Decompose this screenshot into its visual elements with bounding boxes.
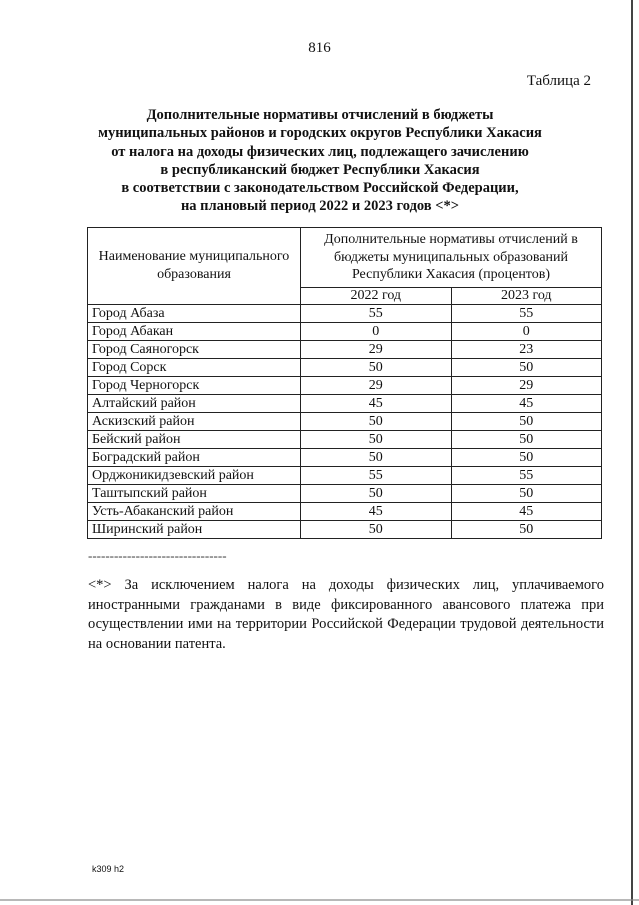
page-number: 816: [308, 40, 331, 56]
value-2023-cell: 50: [451, 484, 602, 502]
municipality-cell: Таштыпский район: [88, 484, 301, 502]
value-2022-cell: 55: [301, 466, 452, 484]
table-row: [88, 358, 602, 376]
value-2023-cell: 23: [451, 340, 602, 358]
value-2022-cell: 55: [301, 304, 452, 322]
table-row: [88, 484, 602, 502]
title-line: на плановый период 2022 и 2023 годов <*>: [180, 198, 460, 215]
header-year-2023: 2023 год: [451, 287, 602, 304]
table-row: [88, 340, 602, 358]
header-norms: Дополнительные нормативы отчислений в бюджеты муниципальных образований Республики Хакасия (процентов): [301, 228, 602, 288]
value-2023-cell: 29: [451, 376, 602, 394]
municipality-cell: Город Саяногорск: [88, 340, 301, 358]
scan-bottom-line: [0, 899, 639, 901]
value-2023-cell: 55: [451, 304, 602, 322]
value-2022-cell: 50: [301, 484, 452, 502]
title-line: в соответствии с законодательством Российской Федерации,: [121, 180, 519, 197]
municipality-cell: Ширинский район: [88, 520, 301, 538]
document-title: [60, 106, 580, 216]
value-2023-cell: 50: [451, 448, 602, 466]
municipality-cell: Город Абакан: [88, 322, 301, 340]
municipality-cell: Аскизский район: [88, 412, 301, 430]
title-line: муниципальных районов и городских округов Республики Хакасия: [98, 125, 542, 142]
municipality-cell: Алтайский район: [88, 394, 301, 412]
value-2022-cell: 29: [301, 340, 452, 358]
footnote-divider: --------------------------------: [88, 548, 227, 563]
municipality-cell: Боградский район: [88, 448, 301, 466]
value-2023-cell: 0: [451, 322, 602, 340]
value-2022-cell: 45: [301, 394, 452, 412]
title-line: Дополнительные нормативы отчислений в бюджеты: [146, 107, 494, 123]
value-2023-cell: 45: [451, 502, 602, 520]
table-row: [88, 376, 602, 394]
municipality-cell: Усть-Абаканский район: [88, 502, 301, 520]
value-2022-cell: 45: [301, 502, 452, 520]
title-line: в республиканский бюджет Республики Хакасия: [160, 161, 480, 178]
header-year-2022: 2022 год: [301, 287, 452, 304]
value-2023-cell: 50: [451, 430, 602, 448]
header-municipality: Наименование муниципального образования: [88, 228, 301, 305]
table-row: [88, 322, 602, 340]
table-label: Таблица 2: [526, 73, 591, 89]
table-body: [88, 304, 602, 538]
value-2022-cell: 50: [301, 520, 452, 538]
municipality-cell: Орджоникидзевский район: [88, 466, 301, 484]
table-row: [88, 448, 602, 466]
footnote-text: <*> За исключением налога на доходы физических лиц, уплачиваемого иностранными гражданами в виде фиксированного авансового платежа при осуществлении ими на территории Российской Федерации трудовой деятельности на основании патента.: [88, 577, 604, 652]
value-2023-cell: 50: [451, 520, 602, 538]
value-2022-cell: 0: [301, 322, 452, 340]
municipality-cell: Бейский район: [88, 430, 301, 448]
table-row: [88, 520, 602, 538]
value-2022-cell: 50: [301, 430, 452, 448]
table-row: [88, 502, 602, 520]
table-row: [88, 304, 602, 322]
scan-edge-line: [631, 0, 633, 905]
table-row: [88, 466, 602, 484]
title-line: от налога на доходы физических лиц, подлежащего зачислению: [111, 143, 529, 160]
document-code: k309 h2: [92, 864, 125, 874]
municipality-cell: Город Абаза: [88, 304, 301, 322]
value-2023-cell: 45: [451, 394, 602, 412]
value-2022-cell: 50: [301, 358, 452, 376]
value-2023-cell: 50: [451, 412, 602, 430]
value-2022-cell: 50: [301, 448, 452, 466]
footnote: [88, 576, 604, 654]
value-2022-cell: 50: [301, 412, 452, 430]
table-row: [88, 394, 602, 412]
norms-table: [87, 227, 602, 539]
value-2023-cell: 50: [451, 358, 602, 376]
municipality-cell: Город Черногорск: [88, 376, 301, 394]
municipality-cell: Город Сорск: [88, 358, 301, 376]
value-2023-cell: 55: [451, 466, 602, 484]
value-2022-cell: 29: [301, 376, 452, 394]
table-row: [88, 430, 602, 448]
table-row: [88, 412, 602, 430]
